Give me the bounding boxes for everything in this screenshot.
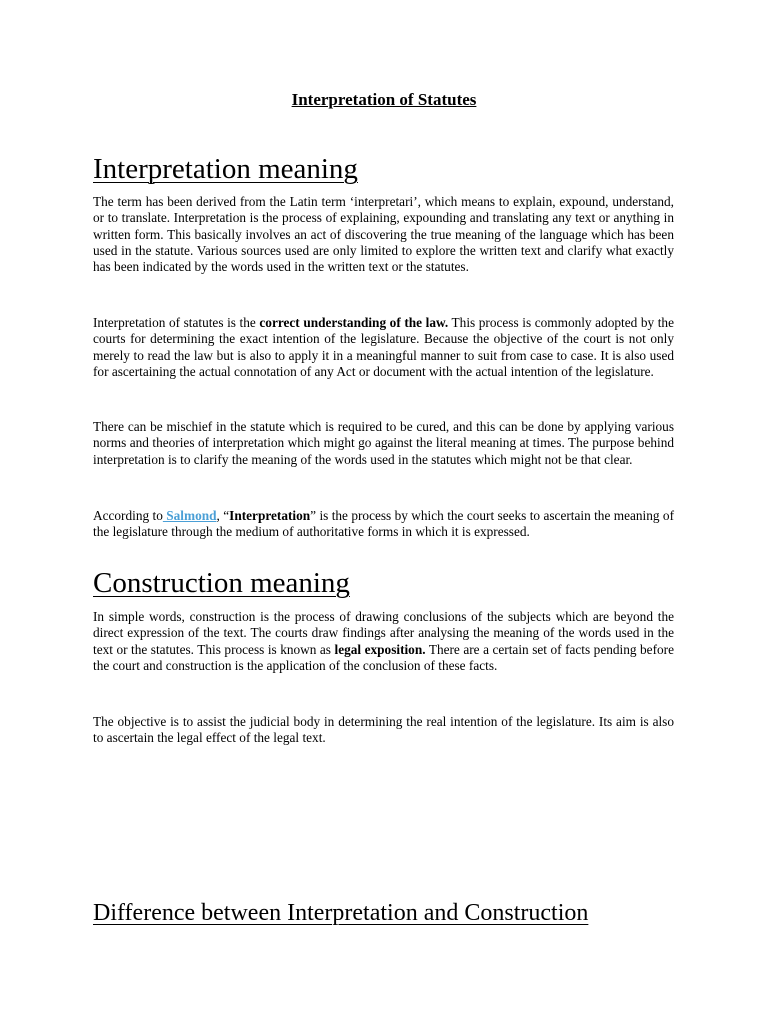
bold-phrase: correct understanding of the law. — [259, 315, 449, 330]
paragraph-text: There are a certain set of facts pending before the court and construction is the application of the conclusion of these facts. — [93, 641, 674, 673]
paragraph-salmond-quote — [93, 508, 674, 541]
paragraph-interpretation-origin: The term has been derived from the Latin term ‘interpretari’, which means to explain, expound, understand, or to translate. Interpretation is the process of explaining, expounding and translating any text or anything in written form. This basically involves an act of discovering the true meaning of the language which has been used in the statute. Various sources used are only limited to explore the written text and clarify what exactly has been indicated by the words used in the written text or the statutes. — [93, 194, 674, 275]
paragraph-text: Interpretation of statutes is the — [93, 315, 260, 330]
paragraph-mischief: There can be mischief in the statute which is required to be cured, and this can be done by applying various norms and theories of interpretation which might go against the literal meaning at times. The purpose behind interpretation is to clarify the meaning of the words used in the statutes which might not be that clear. — [93, 419, 674, 467]
document-title: Interpretation of Statutes — [291, 90, 477, 109]
section-heading-interpretation: Interpretation meaning — [93, 153, 358, 185]
salmond-link[interactable]: Salmond — [162, 508, 217, 523]
section-heading-difference: Difference between Interpretation and Construction — [93, 900, 589, 926]
paragraph-text: In simple words, construction is the process of drawing conclusions of the subjects which are beyond the direct expression of the text. The courts draw findings after analysing the meaning of the words used in the text or the statutes. This process is known as — [93, 609, 674, 657]
paragraph-text: According to — [93, 508, 163, 523]
paragraph-text: , “ — [216, 508, 230, 523]
bold-phrase: Interpretation — [229, 508, 311, 523]
paragraph-construction-definition — [93, 609, 674, 674]
paragraph-interpretation-definition — [93, 315, 674, 380]
section-heading-construction: Construction meaning — [93, 567, 350, 599]
paragraph-text: ” is the process by which the court seeks to ascertain the meaning of the legislature through the medium of authoritative forms in which it is expressed. — [93, 508, 674, 540]
bold-phrase: legal exposition. — [334, 641, 426, 657]
paragraph-text: This process is commonly adopted by the courts for determining the exact intention of the legislature. Because the objective of the court is not only merely to read the law but is also to apply it in a meaningful manner to suit from case to case. It is also used for ascertaining the actual connotation of any Act or document with the actual intention of the legislature. — [93, 315, 674, 379]
paragraph-construction-objective: The objective is to assist the judicial body in determining the real intention of the legislature. Its aim is also to ascertain the legal effect of the legal text. — [93, 714, 674, 746]
